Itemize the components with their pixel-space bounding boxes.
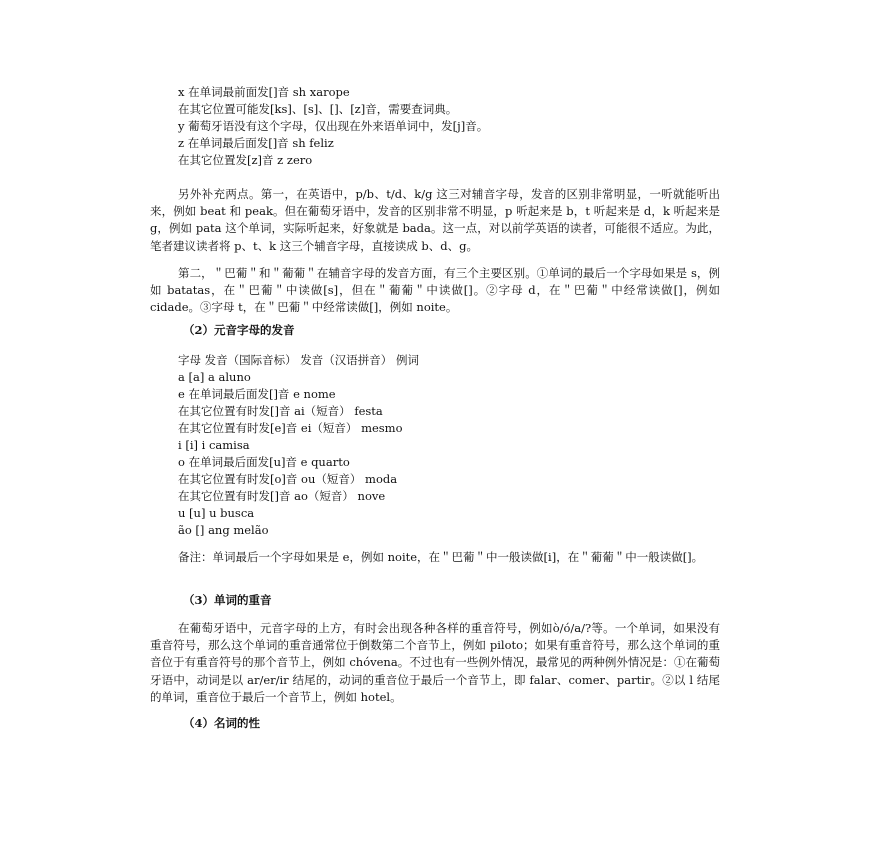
paragraph-stress: 在葡萄牙语中，元音字母的上方，有时会出现各种各样的重音符号，例如ò/ó/a/?等。一个单词，如果没有重音符号，那么这个单词的重音通常位于倒数第二个音节上，例如 piloto；如果有重音符号，那么这个单词的重音位于有重音符号的那个音节上，例如 chóvena。不过也有一些例外情况，最常见的两种例外情况是：①在葡萄牙语中，动词是以 ar/er/ir 结尾的，动词的重音位于最后一个音节上，即 falar、comer、partir。②以 l 结尾的单词，重音位于最后一个音节上，例如 hotel。 [150,621,720,704]
paragraph-supplement: 另外补充两点。第一，在英语中，p/b、t/d、k/g 这三对辅音字母，发音的区别非常明显，一听就能听出来，例如 beat 和 peak。但在葡萄牙语中，发音的区别非常不明显，p 听起来是 b，t 听起来是 d，k 听起来是 g，例如 pata 这个单词，实际听起来，好象就是 bada。这一点，对以前学英语的读者，可能很不适应。为此，笔者建议读者将 p、t、k 这三个辅音字母，直接读成 b、d、g。 [150,187,720,253]
consonant-line-x: x 在单词最前面发[]音 sh xarope [178,85,350,99]
vowel-line-e: e 在单词最后面发[]音 e nome [178,387,336,401]
vowel-line-u: u [u] u busca [178,506,255,520]
vowel-line-o: o 在单词最后面发[u]音 e quarto [178,455,350,469]
vowel-table-header: 字母 发音（国际音标） 发音（汉语拼音） 例词 [178,353,419,367]
paragraph-second: 第二，＂巴葡＂和＂葡葡＂在辅音字母的发音方面，有三个主要区别。①单词的最后一个字母如果是 s，例如 batatas，在＂巴葡＂中读做[s]，但在＂葡葡＂中读做[]。②字母 d，在＂巴葡＂中经常读做[]，例如 cidade。③字母 t，在＂巴葡＂中经常读做[]，例如 noite。 [150,266,720,315]
vowel-line-e-open: 在其它位置有时发[]音 ai（短音） festa [178,404,383,418]
vowel-line-e-close: 在其它位置有时发[e]音 ei（短音） mesmo [178,421,403,435]
vowel-line-o-open: 在其它位置有时发[]音 ao（短音） nove [178,489,386,503]
consonant-line-z: z 在单词最后面发[]音 sh feliz [178,136,334,150]
paragraph-note: 备注：单词最后一个字母如果是 e，例如 noite，在＂巴葡＂中一般读做[i]，在＂葡葡＂中一般读做[]。 [178,550,704,564]
vowel-line-i: i [i] i camisa [178,438,250,452]
heading-stress: （3）单词的重音 [183,593,272,607]
vowel-line-a: a [a] a aluno [178,370,251,384]
heading-vowels: （2）元音字母的发音 [183,323,295,337]
vowel-line-ao: ão [] ang melão [178,523,269,537]
heading-gender: （4）名词的性 [183,716,261,730]
vowel-line-o-close: 在其它位置有时发[o]音 ou（短音） moda [178,472,398,486]
consonant-line-z-other: 在其它位置发[z]音 z zero [178,153,313,167]
consonant-line-x-other: 在其它位置可能发[ks]、[s]、[]、[z]音，需要查词典。 [178,102,458,116]
consonant-line-y: y 葡萄牙语没有这个字母，仅出现在外来语单词中，发[j]音。 [178,119,489,133]
